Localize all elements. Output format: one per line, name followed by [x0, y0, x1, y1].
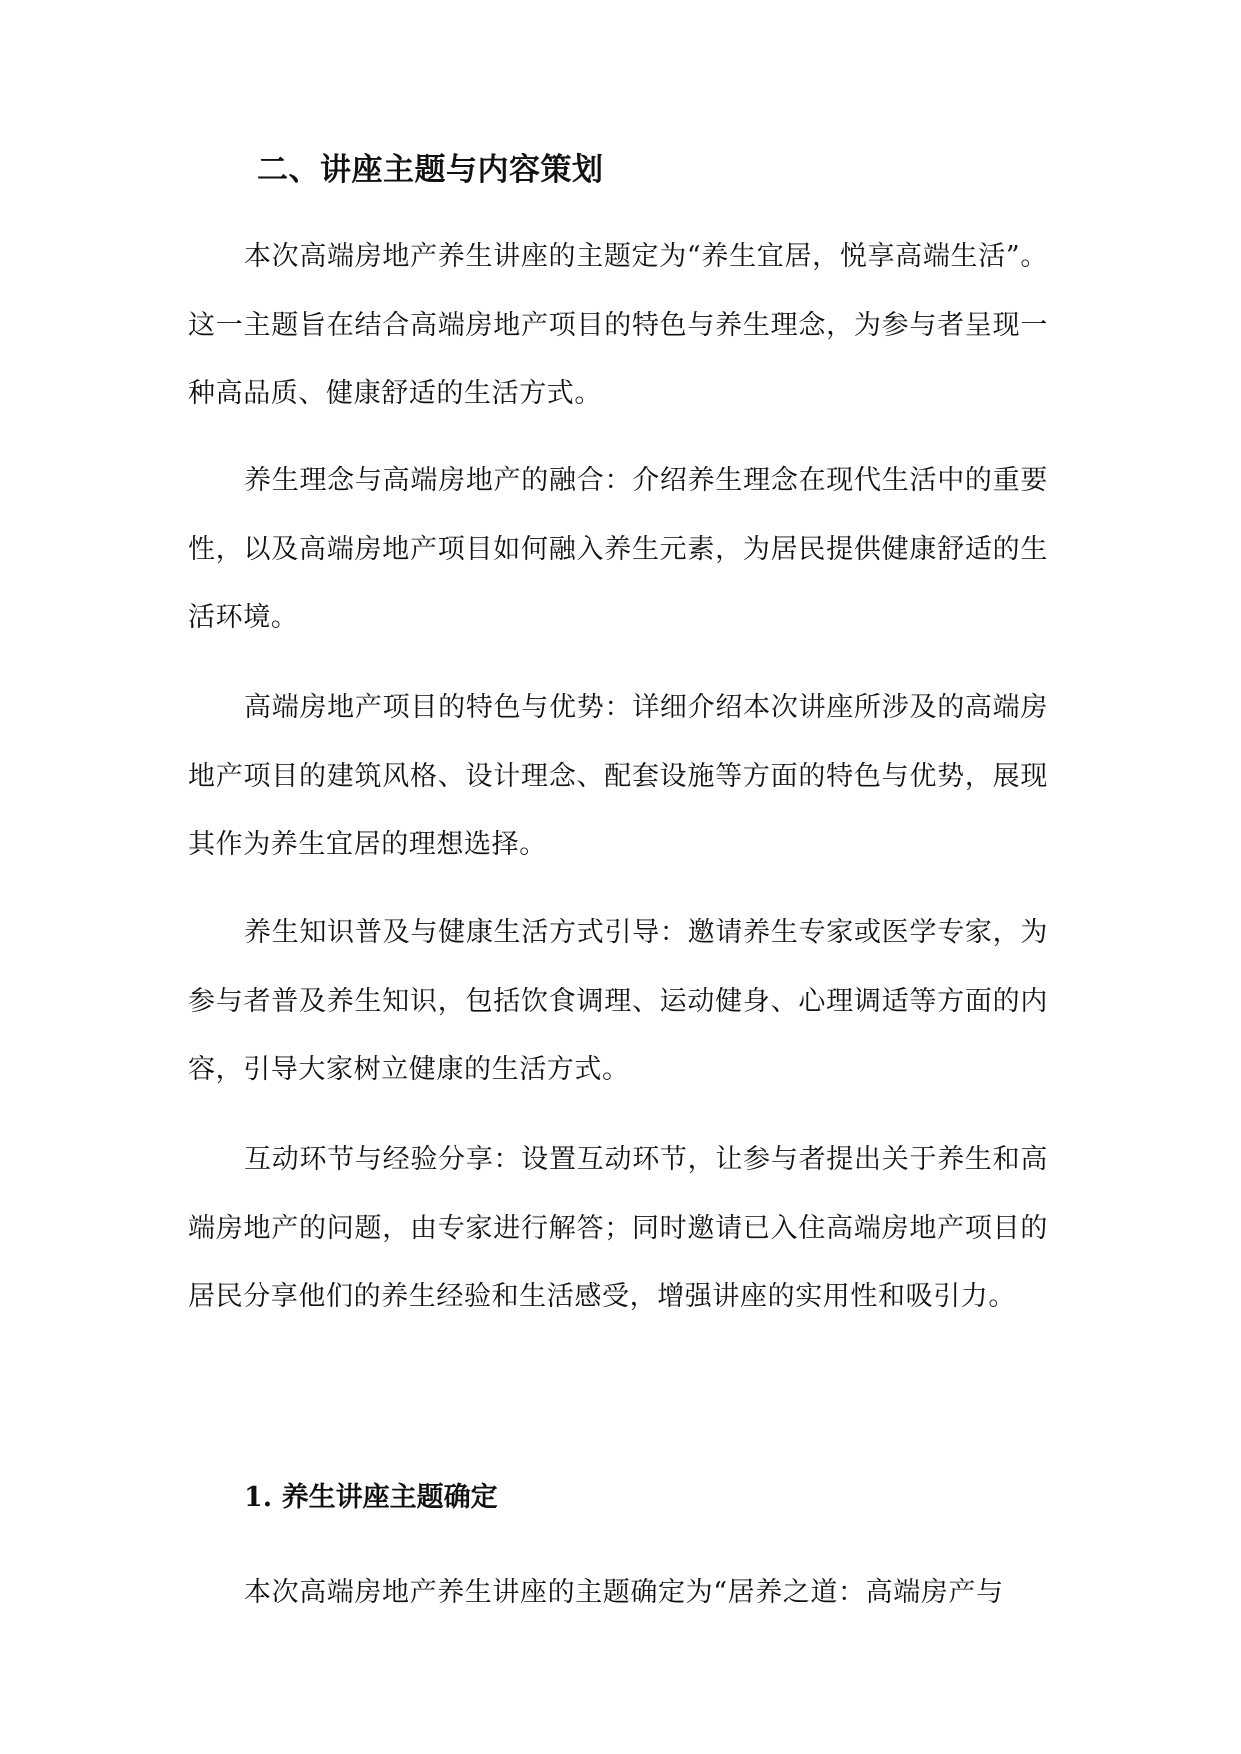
subsection-heading: 1. 养生讲座主题确定 — [244, 1482, 498, 1513]
paragraph-health-knowledge: 养生知识普及与健康生活方式引导：邀请养生专家或医学专家，为参与者普及养生知识，包括饮食调理、运动健身、心理调适等方面的内容，引导大家树立健康的生活方式。 — [188, 917, 1048, 1085]
paragraph-project-features: 高端房地产项目的特色与优势：详细介绍本次讲座所涉及的高端房地产项目的建筑风格、设计理念、配套设施等方面的特色与优势，展现其作为养生宜居的理想选择。 — [188, 692, 1048, 860]
paragraph-theme-confirmed: 本次高端房地产养生讲座的主题确定为“居养之道：高端房产与 — [244, 1577, 1004, 1608]
paragraph-interaction: 互动环节与经验分享：设置互动环节，让参与者提出关于养生和高端房地产的问题，由专家进行解答；同时邀请已入住高端房地产项目的居民分享他们的养生经验和生活感受，增强讲座的实用性和吸引力。 — [188, 1144, 1048, 1312]
paragraph-concept-fusion: 养生理念与高端房地产的融合：介绍养生理念在现代生活中的重要性，以及高端房地产项目如何融入养生元素，为居民提供健康舒适的生活环境。 — [188, 465, 1048, 633]
paragraph-theme-intro: 本次高端房地产养生讲座的主题定为“养生宜居，悦享高端生活”。这一主题旨在结合高端房地产项目的特色与养生理念，为参与者呈现一种高品质、健康舒适的生活方式。 — [188, 241, 1048, 409]
section-heading: 二、讲座主题与内容策划 — [257, 152, 604, 188]
